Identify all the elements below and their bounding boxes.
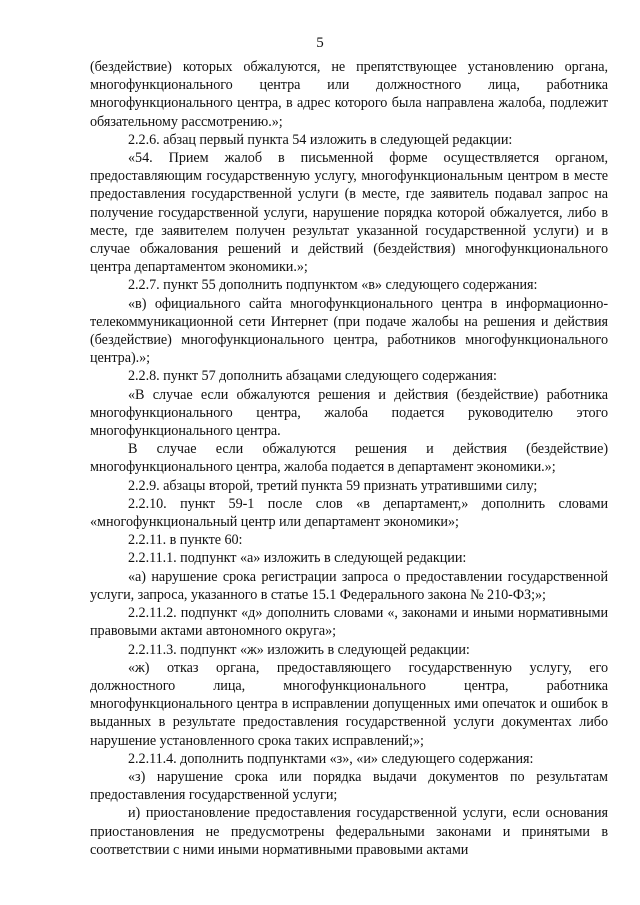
paragraph: 2.2.11.2. подпункт «д» дополнить словами «, законами и иными нормативными правовыми актами автономного округа»; bbox=[90, 605, 608, 640]
paragraph: «а) нарушение срока регистрации запроса о предоставлении государственной услуги, запроса, указанного в статье 15.1 Федерального закона № 210-ФЗ;»; bbox=[90, 568, 608, 603]
paragraph: 2.2.6. абзац первый пункта 54 изложить в следующей редакции: bbox=[128, 131, 513, 148]
document-body bbox=[90, 58, 608, 859]
paragraph: 2.2.11.3. подпункт «ж» изложить в следующей редакции: bbox=[128, 641, 470, 658]
paragraph: 2.2.10. пункт 59-1 после слов «в департамент,» дополнить словами «многофункциональный центр или департамент экономики»; bbox=[90, 495, 608, 531]
paragraph: «в) официального сайта многофункционального центра в информационно-телекоммуникационной сети Интернет (при подаче жалобы на решения и действия (бездействие) многофункционального центра, работников многофункционального центра).»; bbox=[90, 295, 608, 367]
paragraph: «В случае если обжалуются решения и действия (бездействие) работника многофункционального центра, жалоба подается руководителю этого многофункционального центра. bbox=[90, 386, 608, 440]
paragraph: 2.2.7. пункт 55 дополнить подпунктом «в» следующего содержания: bbox=[128, 277, 538, 294]
paragraph: 2.2.11.4. дополнить подпунктами «з», «и» следующего содержания: bbox=[128, 750, 534, 767]
paragraph: «з) нарушение срока или порядка выдачи документов по результатам предоставления государственной услуги; bbox=[90, 768, 608, 804]
paragraph: (бездействие) которых обжалуются, не препятствующее установлению органа, многофункционального центра или должностного лица, работника многофункционального центра, в адрес которого была направлена жалоба, подлежит обязательному рассмотрению.»; bbox=[90, 59, 608, 130]
page-number: 5 bbox=[316, 35, 324, 51]
paragraph: 2.2.9. абзацы второй, третий пункта 59 признать утратившими силу; bbox=[128, 477, 538, 494]
paragraph: 2.2.8. пункт 57 дополнить абзацами следующего содержания: bbox=[128, 368, 497, 385]
paragraph: 2.2.11.1. подпункт «а» изложить в следующей редакции: bbox=[128, 550, 467, 567]
paragraph: «54. Прием жалоб в письменной форме осуществляется органом, предоставляющим государственную услугу, многофункциональным центром в месте предоставления государственной услуги (в месте, где заявитель подавал запрос на получение государственной услуги, нарушение порядка которой обжалуется, либо в месте, где заявителем получен результат указанной государственной услуги) и в случае обжалования решений и действий (бездействия) многофункционального центра департаментом экономики.»; bbox=[90, 150, 608, 276]
paragraph: 2.2.11. в пункте 60: bbox=[128, 532, 243, 549]
paragraph: «ж) отказ органа, предоставляющего государственную услугу, его должностного лица, многофункционального центра, работника многофункционального центра в исправлении допущенных ими опечаток и ошибок в выданных в результате предоставления государственной услуги документах либо нарушение установленного срока таких исправлений;»; bbox=[90, 659, 608, 749]
paragraph: В случае если обжалуются решения и действия (бездействие) многофункционального центра, жалоба подается в департамент экономики.»; bbox=[90, 441, 608, 476]
paragraph: и) приостановление предоставления государственной услуги, если основания приостановления не предусмотрены федеральными законами и принятыми в соответствии с ними иными нормативными правовыми актами bbox=[90, 805, 608, 858]
